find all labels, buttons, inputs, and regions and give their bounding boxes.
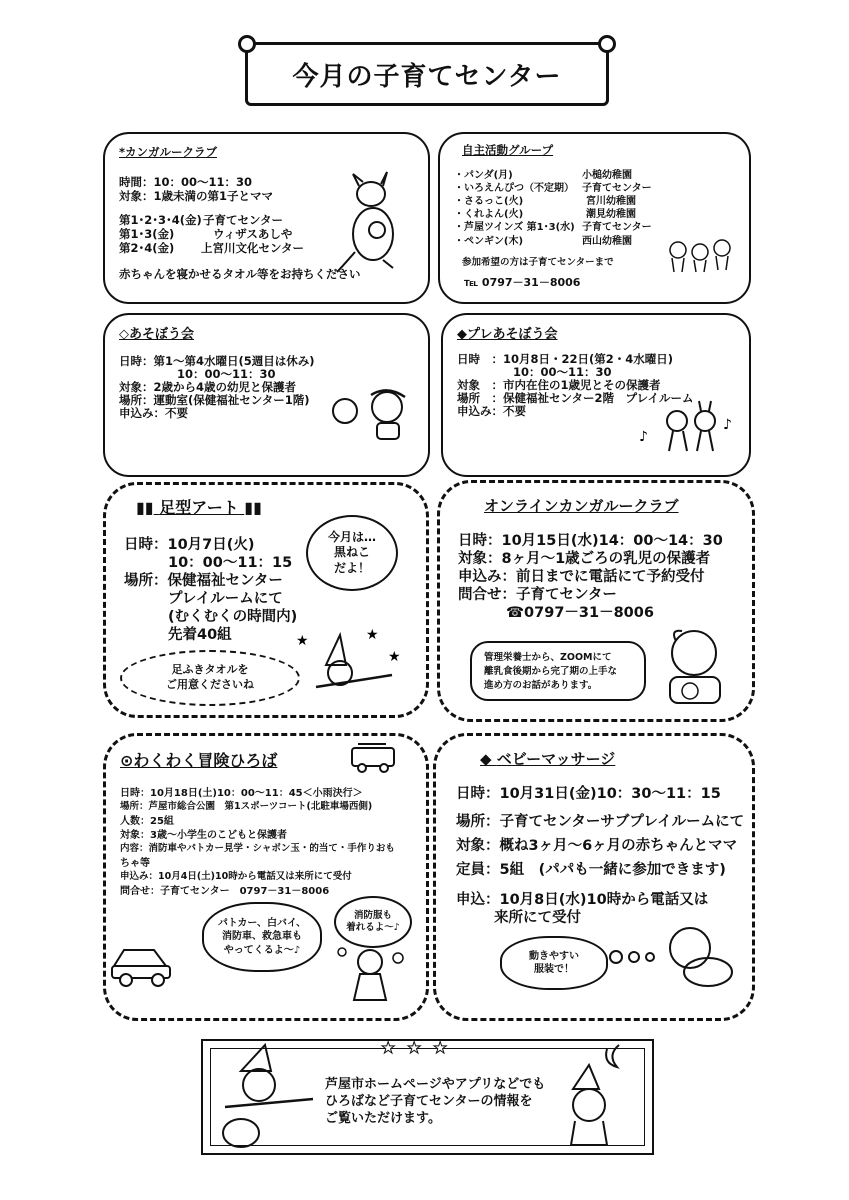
adventure-line: 対象：3歳～小学生のこどもと保護者 [120, 830, 287, 841]
baby-illustration [660, 924, 738, 990]
massage-card [433, 733, 755, 1021]
online-line: 問合せ：子育てセンター [458, 587, 617, 603]
adventure-card [103, 733, 429, 1021]
thought-dots-icon [608, 948, 660, 966]
groups-heading: 自主活動グループ [462, 143, 554, 157]
footprint-line: 先着40組 [168, 627, 232, 643]
children-illustration [668, 238, 738, 274]
svg-text:★: ★ [388, 649, 401, 665]
group-place: 宮川幼稚園 [586, 196, 636, 207]
pre-asobou-line: 対象 ：市内在住の1歳児とその保護者 [457, 378, 661, 392]
kangaroo-time: 時間：10：00～11：30 [119, 175, 253, 189]
kangaroo-row-place: ウィザスあしや [213, 227, 293, 241]
speech-bubble: 今月は… 黒ねこ だよ！ [306, 515, 398, 591]
footer-box [201, 1039, 654, 1155]
massage-line: 申込：10月8日(水)10時から電話又は [456, 892, 709, 908]
footprint-card [103, 482, 429, 718]
footprint-line: プレイルームにて [168, 591, 283, 607]
group-place: 子育てセンター [582, 222, 652, 233]
adventure-line: ちゃ等 [120, 858, 150, 869]
svg-text:★: ★ [407, 1038, 422, 1057]
massage-cloud: 動きやすい 服装で！ [500, 936, 608, 990]
witch-bear-pumpkin-illustration [221, 1045, 321, 1149]
pre-asobou-card [441, 313, 751, 477]
footprint-line: 10：00～11：15 [168, 555, 293, 571]
svg-text:★: ★ [366, 627, 379, 643]
group-place: 子育てセンター [582, 183, 652, 194]
kangaroo-illustration [343, 174, 413, 274]
online-note: 管理栄養士から、ZOOMにて 離乳食後期から完了期の上手な 進め方のお話があります。 [470, 641, 646, 701]
child-ball-illustration [333, 383, 419, 449]
footprint-icon: ▮▮ [136, 498, 154, 517]
group-place: 潮見幼稚園 [586, 209, 636, 220]
footer-line: ひろばなど子育てセンターの情報を [325, 1094, 533, 1109]
kangaroo-note: 赤ちゃんを寝かせるタオル等をお持ちください [119, 267, 361, 281]
asobou-card [103, 313, 430, 477]
group-name: ・さるっこ(火) [454, 196, 524, 207]
kangaroo-club-card [103, 132, 430, 304]
online-line: ☎0797－31－8006 [506, 605, 654, 621]
adventure-line: 人数：25組 [120, 816, 174, 827]
girl-bubbles-illustration [336, 944, 406, 1008]
baby-phone-illustration [660, 625, 738, 709]
footprint-heading: 足型アート [159, 498, 239, 517]
adventure-line: 場所：芦屋市総合公園 第1スポーツコート(北駐車場西側) [120, 801, 373, 812]
adventure-line: 申込み：10月4日(土)10時から電話又は来所にて受付 [120, 871, 352, 882]
online-kangaroo-card [437, 480, 755, 722]
asobou-heading: ◇あそぼう会 [119, 327, 194, 342]
kangaroo-row-day: 第1･2･3･4(金) [119, 213, 202, 227]
group-place: 西山幼稚園 [582, 236, 632, 247]
witch-bear-moon-illustration [559, 1045, 643, 1149]
online-line: 対象：8ヶ月～1歳ごろの乳児の保護者 [458, 551, 711, 567]
massage-line: 場所：子育てセンターサブプレイルームにて [456, 814, 745, 830]
svg-text:♪: ♪ [723, 417, 732, 433]
adventure-line: 内容：消防車やパトカー見学・シャボン玉・的当て・手作りおも [120, 843, 395, 854]
asobou-line: 日時：第1～第4水曜日(5週目は休み) [119, 354, 315, 368]
footprint-oval-note: 足ふきタオルを ご用意くださいね [120, 650, 300, 706]
pre-asobou-line: 日時 ：10月8日・22日(第2・4水曜日) [457, 352, 674, 366]
page-title: 今月の子育てセンター [245, 42, 609, 106]
fire-truck-icon [350, 740, 398, 774]
svg-text:★: ★ [296, 633, 309, 649]
massage-line: 対象：概ね3ヶ月～6ヶ月の赤ちゃんとママ [456, 838, 738, 854]
pre-asobou-line: 場所 ：保健福祉センター2階 プレイルーム [457, 391, 694, 405]
kangaroo-row-day: 第1･3(金) [119, 227, 175, 241]
svg-text:★: ★ [433, 1038, 448, 1057]
groups-tel: ℡ 0797－31－8006 [464, 276, 581, 289]
kangaroo-target: 対象：1歳未満の第1子とママ [119, 189, 274, 203]
online-heading: オンラインカンガルークラブ [484, 497, 679, 515]
svg-text:★: ★ [381, 1038, 396, 1057]
groups-note: 参加希望の方は子育てセンターまで [462, 257, 614, 268]
asobou-line: 場所：運動室(保健福祉センター1階) [119, 393, 310, 407]
pre-asobou-heading: ◆プレあそぼう会 [457, 327, 558, 342]
adventure-bubble: 消防服も 着れるよ～♪ [334, 896, 412, 948]
footprint-line: 日時：10月7日(火) [124, 537, 255, 553]
lotion-icon: ◆ [480, 750, 492, 768]
dancing-animals-illustration [639, 401, 735, 457]
adventure-cloud: パトカー、白バイ、 消防車、救急車も やってくるよ～♪ [202, 902, 322, 972]
kangaroo-heading: *カンガルークラブ [119, 145, 218, 159]
footprint-line: 場所：保健福祉センター [124, 573, 283, 589]
svg-text:♪: ♪ [639, 429, 648, 445]
kangaroo-row-place: 子育てセンター [203, 213, 284, 227]
footer-line: ご覧いただけます。 [325, 1111, 441, 1126]
group-name: ・パンダ(月) [454, 170, 513, 181]
groups-card [438, 132, 751, 304]
adventure-line: 日時：10月18日(土)10：00～11：45＜小雨決行＞ [120, 788, 363, 799]
asobou-line: 申込み：不要 [119, 406, 188, 420]
group-name: ・いろえんぴつ（不定期） [454, 183, 574, 194]
asobou-line: 対象：2歳から4歳の幼児と保護者 [119, 380, 297, 394]
footer-line: 芦屋市ホームページやアプリなどでも [325, 1077, 546, 1092]
black-cat-witch-illustration [296, 625, 408, 695]
massage-line: 来所にて受付 [494, 910, 581, 926]
group-name: ・ペンギン(木) [454, 236, 524, 247]
group-name: ・芦屋ツインズ 第1･3(水) [454, 222, 575, 233]
pre-asobou-line: 10：00～11：30 [513, 365, 612, 379]
online-line: 申込み：前日までに電話にて予約受付 [458, 569, 705, 585]
kangaroo-row-place: 上宮川文化センター [201, 241, 305, 255]
adventure-line: 問合せ：子育てセンター 0797－31－8006 [120, 886, 330, 897]
stars-icon [381, 1037, 461, 1057]
pre-asobou-line: 申込み：不要 [457, 404, 526, 418]
footprint-heading-wrap [136, 495, 262, 518]
kangaroo-row-day: 第2･4(金) [119, 241, 175, 255]
footprint-line: (むくむくの時間内) [168, 609, 298, 625]
group-name: ・くれよん(火) [454, 209, 524, 220]
police-car-illustration [110, 936, 174, 990]
asobou-line: 10：00～11：30 [177, 367, 276, 381]
massage-heading-wrap [480, 748, 615, 769]
group-place: 小槌幼稚園 [582, 170, 632, 181]
massage-line: 定員：5組 (パパも一緒に参加できます) [456, 862, 726, 878]
online-line: 日時：10月15日(水)14：00～14：30 [458, 533, 723, 549]
adventure-heading: ⊙わくわく冒険ひろば [120, 751, 278, 770]
massage-heading: ベビーマッサージ [496, 750, 616, 768]
footprint-icon: ▮▮ [244, 498, 262, 517]
massage-line: 日時：10月31日(金)10：30～11：15 [456, 786, 721, 802]
